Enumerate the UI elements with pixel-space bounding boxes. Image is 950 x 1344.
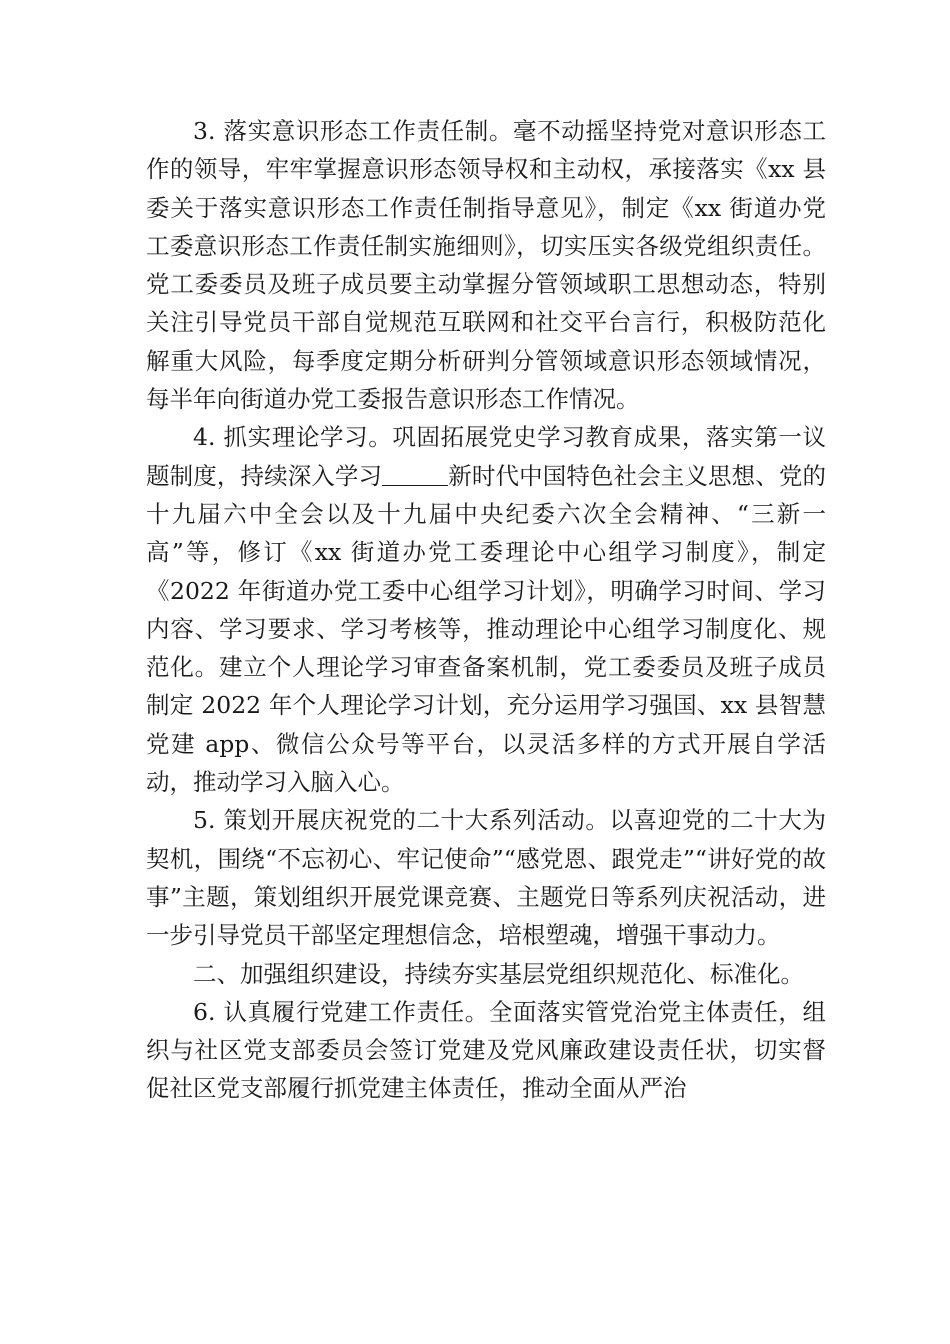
document-body <box>146 112 826 1108</box>
paragraph-item-6: 6. 认真履行党建工作责任。全面落实管党治党主体责任，组织与社区党支部委员会签订党建及党风廉政建设责任状，切实督促社区党支部履行抓党建主体责任，推动全面从严治 <box>146 997 826 1103</box>
paragraph-item-3: 3. 落实意识形态工作责任制。毫不动摇坚持党对意识形态工作的领导，牢牢掌握意识形态领导权和主动权，承接落实《xx 县委关于落实意识形态工作责任制指导意见》，制定《xx 街道办党工委意识形态工作责任制实施细则》，切实压实各级党组织责任。党工委委员及班子成员要主动掌握分管领域职工思想动态，特别关注引导党员干部自觉规范互联网和社交平台言行，积极防范化解重大风险，每季度定期分析研判分管领域意识形态领域情况，每半年向街道办党工委报告意识形态工作情况。 <box>146 117 826 414</box>
redacted-blank <box>382 461 448 486</box>
paragraph-item-4-rest: 新时代中国特色社会主义思想、党的十九届六中全会以及十九届中央纪委六次全会精神、“三新一高”等，修订《xx 街道办党工委理论中心组学习制度》，制定《2022 年街道办党工委中心组学习计划》，明确学习时间、学习内容、学习要求、学习考核等，推动理论中心组学习制度化、规范化。建立个人理论学习审查备案机制，党工委委员及班子成员制定 2022 年个人理论学习计划，充分运用学习强国、xx 县智慧党建 app、微信公众号等平台，以灵活多样的方式开展自学活动，推动学习入脑入心。 <box>146 461 827 797</box>
section-heading-2: 二、加强组织建设，持续夯实基层党组织规范化、标准化。 <box>193 959 804 988</box>
paragraph-item-4 <box>146 418 826 801</box>
paragraph-item-4-start: 4. 抓实理论学习。巩固拓展党史学习教育成果，落实第一议题制度，持续深入学习 <box>146 423 826 490</box>
paragraph-item-5: 5. 策划开展庆祝党的二十大系列活动。以喜迎党的二十大为契机，围绕“不忘初心、牢记使命”“感党恩、跟党走”“讲好党的故事”主题，策划组织开展党课竞赛、主题党日等系列庆祝活动，进一步引导党员干部坚定理想信念，培根塑魂，增强干事动力。 <box>146 806 826 950</box>
